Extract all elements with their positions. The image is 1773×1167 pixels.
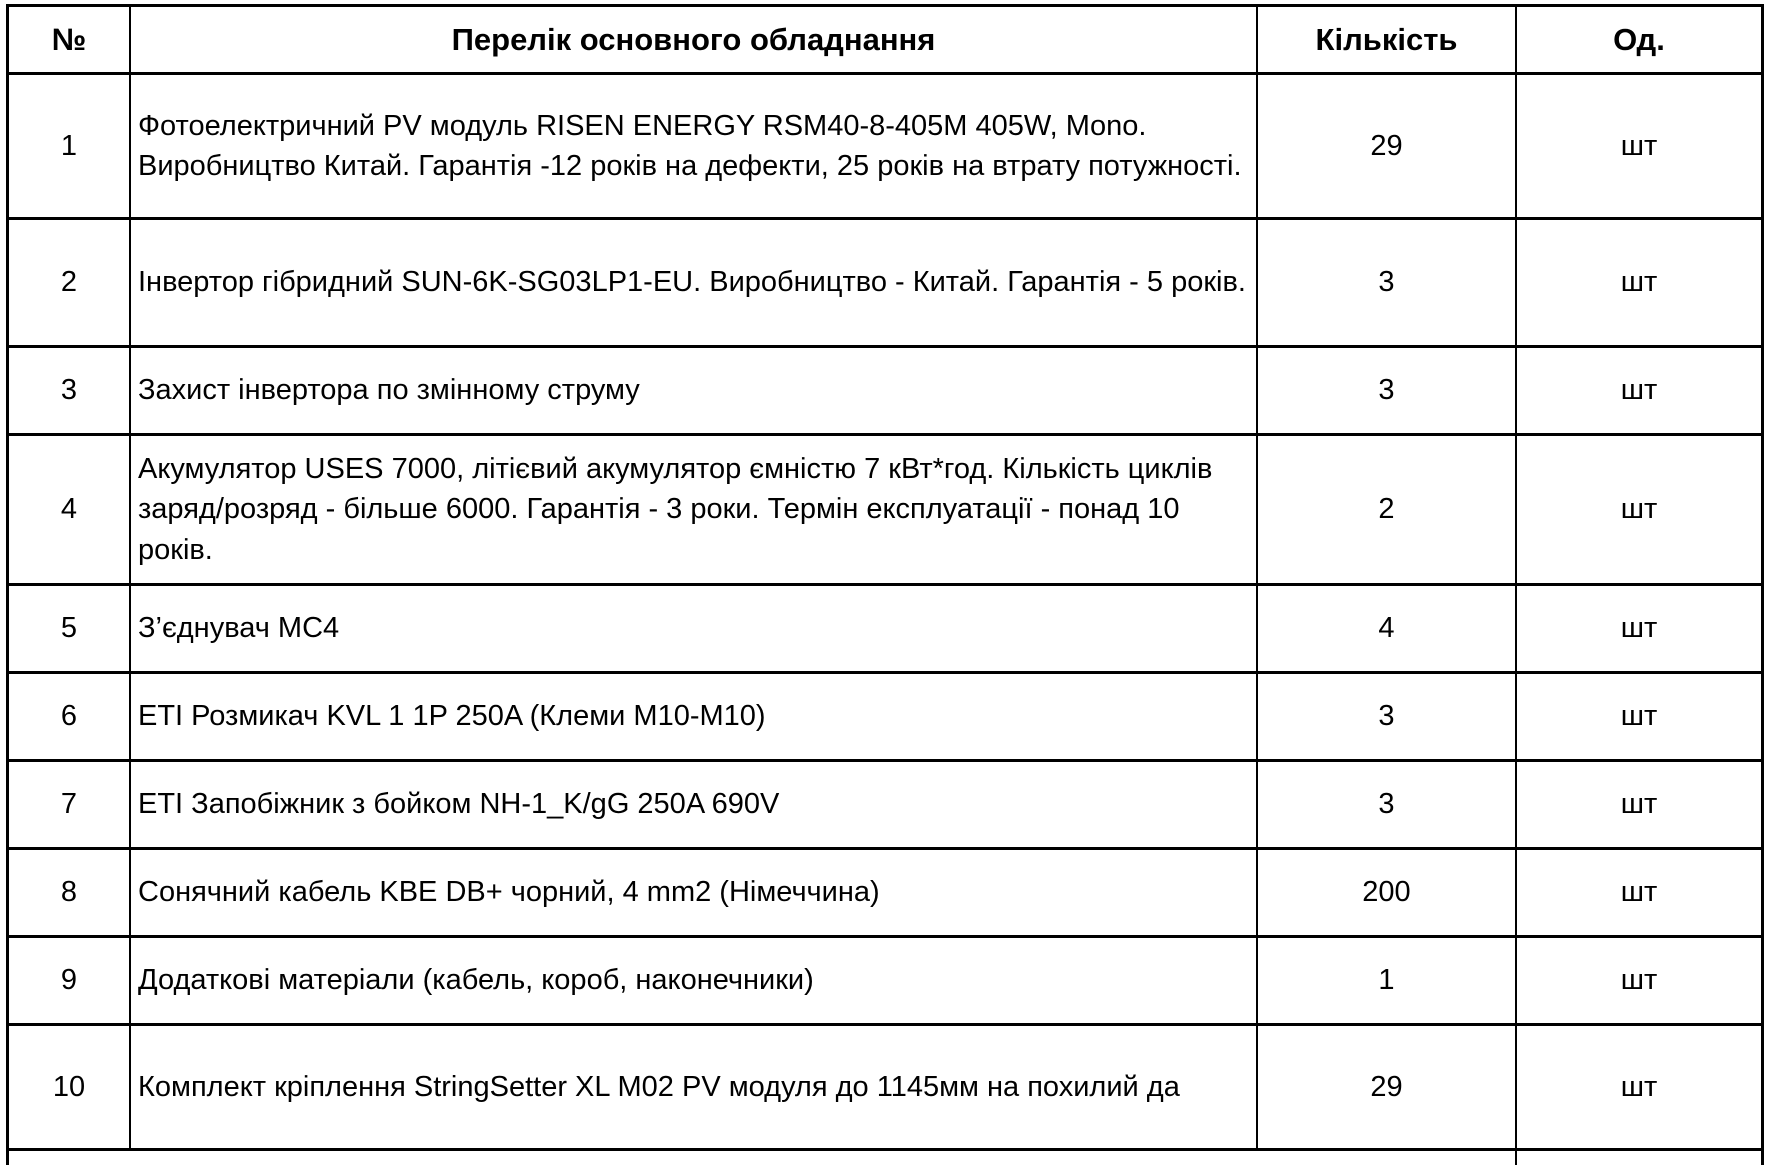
quantity-cell: 1 (1258, 938, 1517, 1023)
row-number-cell: 6 (9, 674, 131, 759)
description-cell: Акумулятор USES 7000, літієвий акумулятор ємністю 7 кВт*год. Кількість циклів заряд/розряд - більше 6000. Гарантія - 3 роки. Термін експлуатації - понад 10 років. (131, 436, 1258, 583)
description-cell: ETI Розмикач KVL 1 1P 250A (Клеми М10-М10) (131, 674, 1258, 759)
row-number-cell: 3 (9, 348, 131, 433)
table-row (9, 348, 1761, 436)
row-number-cell: 1 (9, 75, 131, 217)
table-row (9, 220, 1761, 348)
table-row (9, 938, 1761, 1026)
row-number-cell: 10 (9, 1026, 131, 1148)
unit-cell: шт (1620, 788, 1658, 821)
table-row (9, 674, 1761, 762)
quantity-cell: 4 (1258, 586, 1517, 671)
table-row (9, 762, 1761, 850)
table-header-row (9, 7, 1761, 75)
unit-cell: шт (1620, 266, 1658, 299)
quantity-cell: 3 (1258, 762, 1517, 847)
unit-cell: шт (1620, 876, 1658, 909)
description-cell: ETI Запобіжник з бойком NH-1_K/gG 250A 690V (131, 762, 1258, 847)
unit-cell: шт (1620, 1070, 1658, 1103)
description-cell: Захист інвертора по змінному струму (131, 348, 1258, 433)
description-cell: Інвертор гібридний SUN-6K-SG03LP1-EU. Виробництво - Китай. Гарантія - 5 років. (131, 220, 1258, 345)
table-row-partial (9, 1151, 1761, 1165)
quantity-cell: 3 (1258, 674, 1517, 759)
description-cell: Додаткові матеріали (кабель, короб, наконечники) (131, 938, 1258, 1023)
unit-cell: шт (1620, 612, 1658, 645)
quantity-cell: 200 (1258, 850, 1517, 935)
description-cell (131, 1026, 1258, 1148)
table-row (9, 1026, 1761, 1151)
table-row (9, 850, 1761, 938)
header-quantity: Кількість (1258, 7, 1517, 72)
header-unit: Од. (1613, 21, 1665, 57)
quantity-cell: 3 (1258, 220, 1517, 345)
row-number-cell: 8 (9, 850, 131, 935)
header-description: Перелік основного обладнання (131, 7, 1258, 72)
unit-cell: шт (1620, 493, 1658, 526)
row-number-cell: 9 (9, 938, 131, 1023)
row-number-cell: 4 (9, 436, 131, 583)
table-row (9, 586, 1761, 674)
quantity-cell: 29 (1258, 75, 1517, 217)
unit-cell: шт (1620, 374, 1658, 407)
header-number: № (9, 7, 131, 72)
table-row (9, 436, 1761, 586)
unit-cell: шт (1620, 964, 1658, 997)
clipped-description-text: Комплект кріплення StringSetter XL M02 PV модуля до 1145мм на похилий да (138, 1070, 1180, 1103)
row-number-cell (9, 1151, 131, 1165)
description-cell: З’єднувач MC4 (131, 586, 1258, 671)
unit-cell (1517, 1151, 1761, 1165)
unit-cell: шт (1620, 700, 1658, 733)
unit-cell: шт (1620, 129, 1658, 162)
description-cell: Сонячний кабель KBE DB+ чорний, 4 mm2 (Німеччина) (131, 850, 1258, 935)
quantity-cell: 2 (1258, 436, 1517, 583)
row-number-cell: 2 (9, 220, 131, 345)
row-number-cell: 5 (9, 586, 131, 671)
quantity-cell (1258, 1151, 1517, 1165)
description-cell (131, 1151, 1258, 1165)
equipment-table (6, 4, 1764, 1165)
quantity-cell: 3 (1258, 348, 1517, 433)
description-cell: Фотоелектричний PV модуль RISEN ENERGY RSM40-8-405M 405W, Mono. Виробництво Китай. Гарантія -12 років на дефекти, 25 років на втрату потужності. (131, 75, 1258, 217)
row-number-cell: 7 (9, 762, 131, 847)
quantity-cell: 29 (1258, 1026, 1517, 1148)
table-row (9, 75, 1761, 220)
